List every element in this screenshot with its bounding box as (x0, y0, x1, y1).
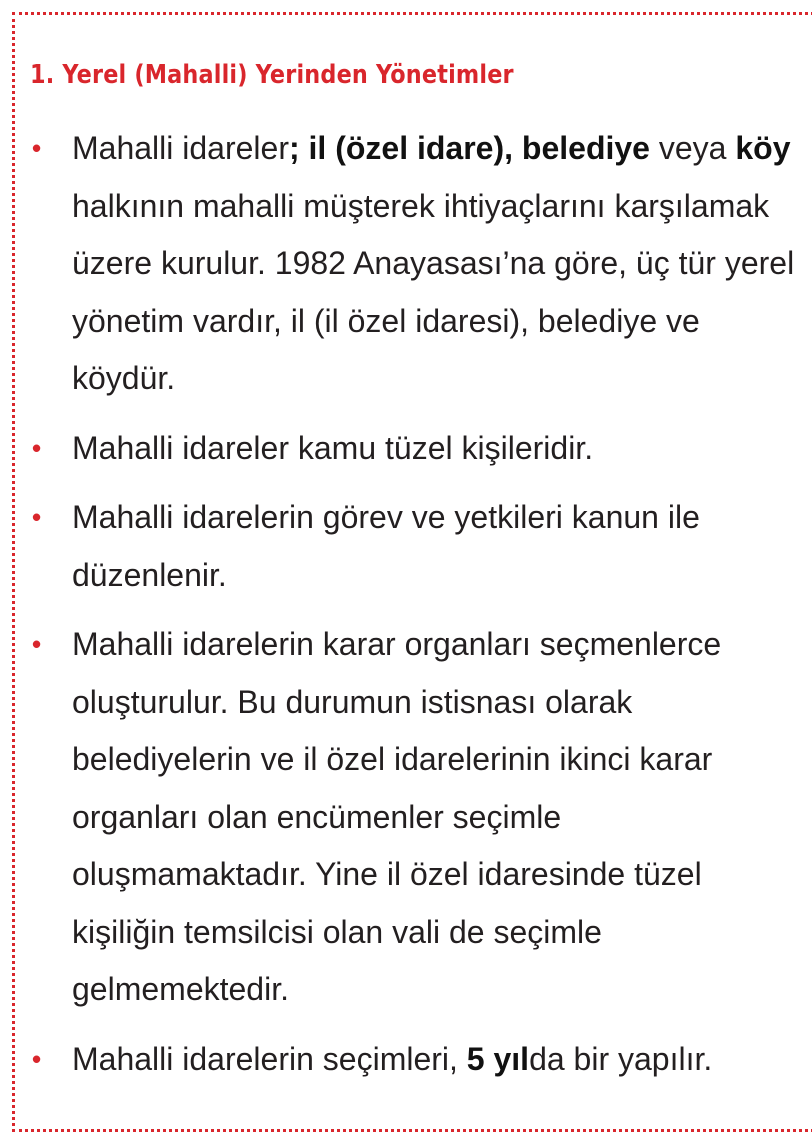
text-segment: Mahalli idarelerin görev ve yetkileri kanun ile düzenlenir. (72, 499, 700, 593)
bullet-dot-icon: • (32, 1043, 42, 1074)
bullet-list (28, 120, 798, 1100)
bold-text-segment: ; il (özel idare), belediye (288, 130, 650, 166)
bullet-dot-icon: • (32, 133, 42, 163)
text-segment: Mahalli idarelerin karar organları seçmenlerce oluşturulur. Bu durumun istisnası olarak belediyelerin ve il özel idarelerinin ikinci karar organları olan encümenler seçimle oluşmamaktadır. Yine il özel idaresinde tüzel kişiliğin temsilcisi olan vali de seçimle gelmemektedir. (72, 626, 722, 1007)
text-segment: Mahalli idareler (72, 130, 289, 166)
bold-text-segment: köy (735, 130, 791, 166)
bullet-item (28, 420, 798, 478)
bullet-item (28, 616, 798, 1019)
bullet-item (28, 120, 798, 408)
bullet-dot-icon: • (32, 629, 42, 659)
text-segment: Mahalli idarelerin seçimleri, (72, 1040, 467, 1077)
text-segment: halkının mahalli müşterek ihtiyaçlarını karşılamak üzere kurulur. 1982 Anayasası’na göre, üç tür yerel yönetim vardır, il (il özel idaresi), belediye ve köydür. (72, 187, 795, 396)
bullet-item (28, 1031, 798, 1089)
text-segment: veya (649, 130, 736, 166)
bullet-item (28, 489, 798, 604)
text-segment: Mahalli idareler kamu tüzel kişileridir. (72, 429, 594, 466)
bullet-dot-icon: • (32, 432, 42, 463)
section-title: 1. Yerel (Mahalli) Yerinden Yönetimler (30, 60, 514, 90)
bold-text-segment: 5 yıl (466, 1040, 530, 1077)
text-segment: da bir yapılır. (529, 1040, 713, 1077)
bullet-dot-icon: • (32, 502, 42, 532)
